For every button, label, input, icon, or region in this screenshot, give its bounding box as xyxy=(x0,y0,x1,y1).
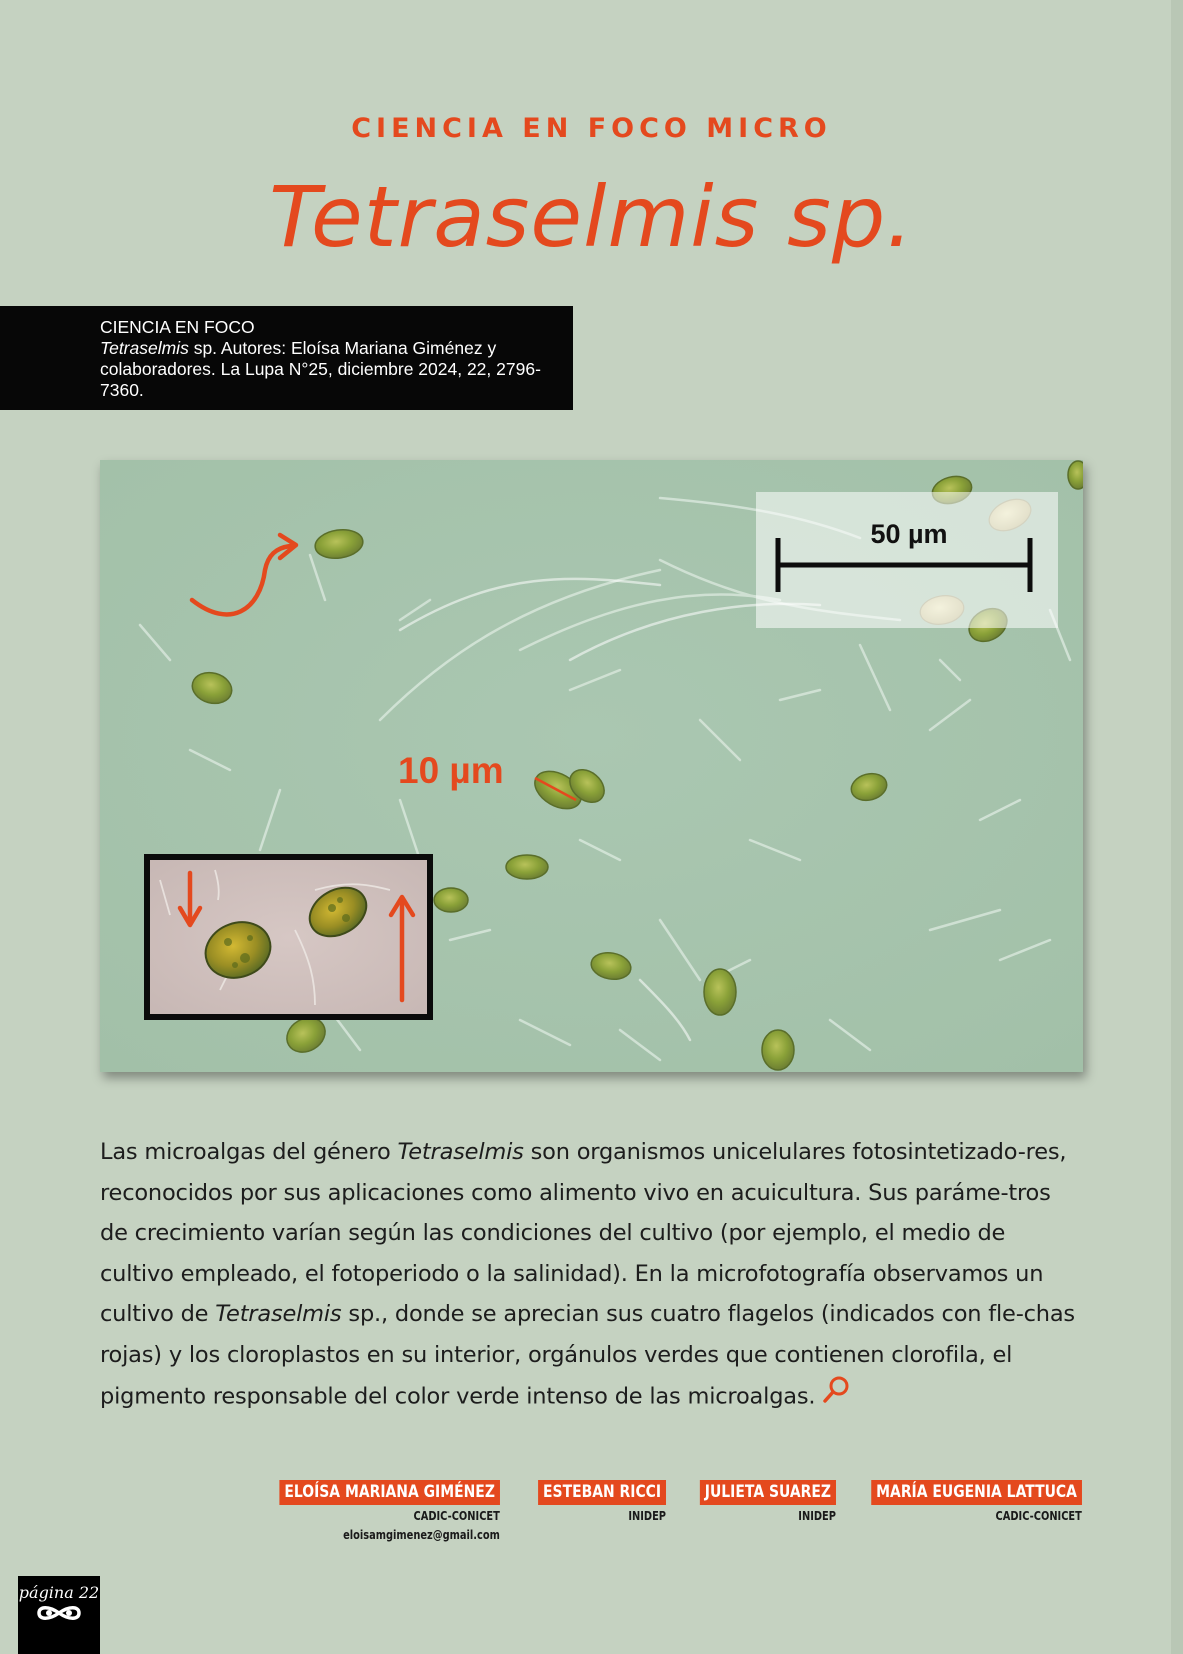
author-email[interactable]: eloisamgimenez@gmail.com xyxy=(343,1528,500,1542)
inset-closeup xyxy=(147,857,430,1017)
author-name: ELOÍSA MARIANA GIMÉNEZ xyxy=(280,1480,500,1505)
author-1 xyxy=(231,1480,500,1543)
citation-box xyxy=(0,306,573,410)
author-affiliation: CADIC-CONICET xyxy=(413,1509,500,1523)
magnifier-icon xyxy=(821,1375,851,1419)
section-label: CIENCIA EN FOCO MICRO xyxy=(351,113,832,144)
author-4 xyxy=(825,1480,1082,1524)
page-number-tab xyxy=(18,1576,100,1654)
scale-label-small: 10 µm xyxy=(398,750,504,791)
body-genus-1: Tetraselmis xyxy=(397,1139,524,1165)
citation-label: CIENCIA EN FOCO xyxy=(100,317,255,337)
citation-genus: Tetraselmis xyxy=(100,338,189,358)
body-text-1: Las microalgas del género xyxy=(100,1139,398,1165)
author-3 xyxy=(670,1480,836,1524)
citation-reference: sp. Autores: Eloísa Mariana Giménez y colaboradores. La Lupa N°25, diciembre 2024, 22, 2796-7360. xyxy=(100,338,541,400)
body-genus-2: Tetraselmis xyxy=(215,1301,342,1327)
author-affiliation: CADIC-CONICET xyxy=(995,1509,1082,1523)
page-number: página 22 xyxy=(18,1583,100,1602)
author-affiliation: INIDEP xyxy=(798,1509,836,1523)
author-name: JULIETA SUAREZ xyxy=(700,1480,836,1505)
author-name: ESTEBAN RICCI xyxy=(538,1480,666,1505)
article-title: Tetraselmis sp. xyxy=(269,168,914,266)
lupa-logo-icon xyxy=(35,1609,83,1628)
article-paragraph xyxy=(100,1132,1085,1419)
author-2 xyxy=(510,1480,666,1524)
author-name: MARÍA EUGENIA LATTUCA xyxy=(871,1480,1082,1505)
citation-text xyxy=(100,338,541,400)
body-text-2: son organismos unicelulares fotosintetizado-res, reconocidos por sus aplicaciones como alimento vivo en acuicultura. Sus paráme-tros de crecimiento varían según las condiciones del cultivo (por ejemplo, el medio de cultivo empleado, el fotoperiodo o la salinidad). En la microfotografía observamos un cultivo de xyxy=(100,1139,1067,1327)
author-affiliation: INIDEP xyxy=(628,1509,666,1523)
micrograph-figure xyxy=(100,460,1083,1072)
micrograph-image xyxy=(100,460,1083,1072)
scale-label-large: 50 µm xyxy=(870,519,948,549)
body-text-3: sp., donde se aprecian sus cuatro flagelos (indicados con fle-chas rojas) y los cloroplastos en su interior, orgánulos verdes que contienen clorofila, el pigmento responsable del color verde intenso de las microalgas. xyxy=(100,1301,1075,1410)
article-body xyxy=(100,1132,1085,1419)
